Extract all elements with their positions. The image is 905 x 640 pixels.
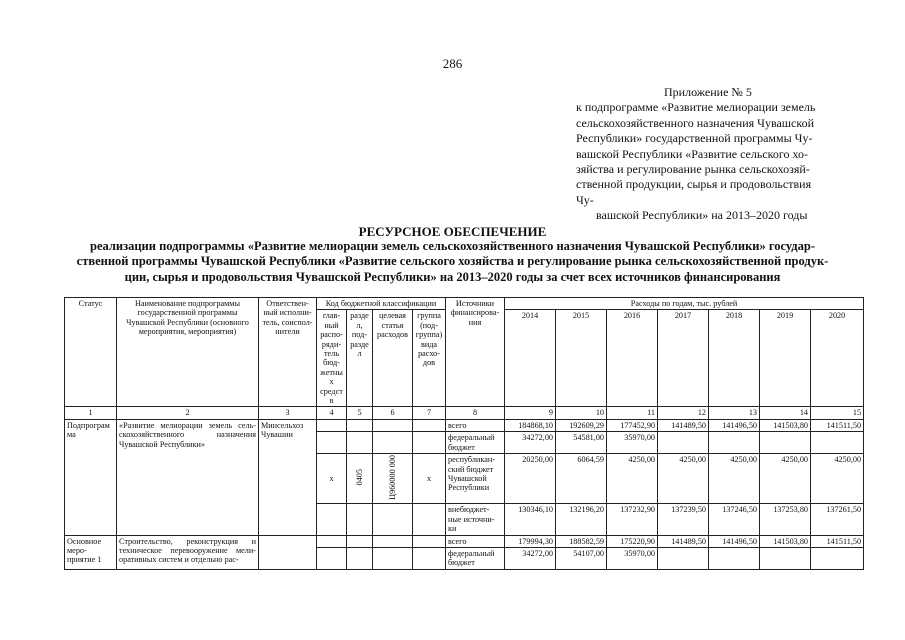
code-cell [373,547,413,569]
value-cell: 184868,10 [505,419,556,431]
header-year: 2014 [505,310,556,407]
code-cs-cell [373,454,413,504]
value-cell: 4250,00 [709,454,760,504]
value-cell: 137253,80 [760,504,811,535]
title-line: ции, сырья и продовольствия Чувашской Республики» на 2013–2020 годы за счет всех источников финансирования [124,269,781,284]
column-number: 1 [65,407,117,419]
code-vr-cell: x [413,454,446,504]
appendix-block [576,85,846,224]
code-cell [373,432,413,454]
value-cell [760,432,811,454]
appendix-line: сельскохозяйственного назначения Чувашской [576,115,815,130]
header-budget-code: Код бюджетной классификации [317,298,446,310]
value-cell: 35970,00 [607,432,658,454]
value-cell: 137261,50 [811,504,864,535]
header-name: Наименование подпрограммы государственной программы Чувашской Республики (основного мероприятия, мероприятия) [117,298,259,407]
column-number: 7 [413,407,446,419]
column-number: 9 [505,407,556,419]
column-number: 4 [317,407,347,419]
column-number: 12 [658,407,709,419]
code-cs-text: Ц960000 000 [387,455,397,500]
value-cell: 141503,80 [760,419,811,431]
value-cell: 4250,00 [658,454,709,504]
header-year: 2016 [607,310,658,407]
value-cell: 137239,50 [658,504,709,535]
column-number: 14 [760,407,811,419]
value-cell: 188582,59 [556,535,607,547]
value-cell: 141511,50 [811,419,864,431]
name-cell: Строительство, реконструкция и техническое перевооружение мели-оративных систем и отдельно рас- [117,535,259,569]
source-cell: всего [446,535,505,547]
header-sources: Источники финансирова-ния [446,298,505,407]
value-cell: 141489,50 [658,535,709,547]
value-cell: 137232,90 [607,504,658,535]
code-cell [347,432,373,454]
appendix-body [576,100,846,208]
code-rz-cell [347,454,373,504]
header-year: 2017 [658,310,709,407]
value-cell: 132196,20 [556,504,607,535]
code-cell [413,419,446,431]
value-cell [709,432,760,454]
column-number: 15 [811,407,864,419]
code-cell [373,419,413,431]
value-cell: 137246,50 [709,504,760,535]
value-cell [658,547,709,569]
value-cell: 6064,59 [556,454,607,504]
header-code-gr: глав-ный распо-ряди-тель бюд-жетных средств [317,310,347,407]
header-code-cs: целевая статья расходов [373,310,413,407]
document-title [60,224,845,285]
responsible-cell [259,535,317,569]
code-cell [317,504,347,535]
value-cell: 54107,00 [556,547,607,569]
value-cell: 4250,00 [760,454,811,504]
resource-table [64,297,864,570]
value-cell: 141511,50 [811,535,864,547]
title-heading: РЕСУРСНОЕ ОБЕСПЕЧЕНИЕ [358,224,547,239]
header-responsible: Ответствен-ный исполни-тель, соиспол-нители [259,298,317,407]
header-code-rz: раздел, под-раздел [347,310,373,407]
value-cell: 141489,50 [658,419,709,431]
code-cell [373,504,413,535]
code-cell [373,535,413,547]
value-cell: 4250,00 [811,454,864,504]
column-number: 2 [117,407,259,419]
value-cell: 54581,00 [556,432,607,454]
name-cell: «Развитие мелиорации земель сель-скохозяйственного назначения Чувашской Республики» [117,419,259,535]
column-number: 6 [373,407,413,419]
column-number: 8 [446,407,505,419]
appendix-line: Республики» государственной программы Чу- [576,131,813,146]
value-cell: 141496,50 [709,419,760,431]
value-cell: 34272,00 [505,547,556,569]
value-cell: 141496,50 [709,535,760,547]
status-cell: Подпрограмма [65,419,117,535]
column-number: 11 [607,407,658,419]
code-gr-cell: x [317,454,347,504]
code-cell [413,535,446,547]
table-row [65,419,864,431]
appendix-line: вашской Республики «Развитие сельского хо- [576,146,809,161]
value-cell: 130346,10 [505,504,556,535]
code-cell [347,504,373,535]
source-cell: внебюджет-ные источни-ки [446,504,505,535]
source-cell: федеральный бюджет [446,432,505,454]
value-cell [658,432,709,454]
responsible-cell: Минсельхоз Чувашии [259,419,317,535]
code-cell [347,419,373,431]
value-cell: 175220,90 [607,535,658,547]
value-cell: 179994,30 [505,535,556,547]
appendix-last-line: вашской Республики» на 2013–2020 годы [596,208,808,223]
code-cell [317,547,347,569]
code-cell [413,504,446,535]
value-cell: 20250,00 [505,454,556,504]
value-cell: 4250,00 [607,454,658,504]
code-cell [317,432,347,454]
header-row [65,298,864,310]
source-cell: республикан-ский бюджет Чувашской Республики [446,454,505,504]
page-number: 286 [442,56,463,71]
header-year: 2020 [811,310,864,407]
table-row [65,535,864,547]
appendix-line: Чу- [576,192,594,207]
appendix-line: зяйства и регулирование рынка сельскохозяй- [576,162,810,177]
header-year: 2018 [709,310,760,407]
value-cell: 177452,90 [607,419,658,431]
status-cell: Основное меро-приятие 1 [65,535,117,569]
code-cell [317,419,347,431]
column-number: 5 [347,407,373,419]
column-number-row [65,407,864,419]
header-code-vr: группа (под-группа) вида расхо-дов [413,310,446,407]
value-cell [811,432,864,454]
value-cell [811,547,864,569]
title-line: ственной программы Чувашской Республики «Развитие сельского хозяйства и регулирование рынка сельскохозяйственной продук- [76,254,829,269]
appendix-title: Приложение № 5 [664,85,752,99]
code-cell [317,535,347,547]
source-cell: федеральный бюджет [446,547,505,569]
value-cell [760,547,811,569]
column-number: 3 [259,407,317,419]
value-cell: 192609,29 [556,419,607,431]
column-number: 10 [556,407,607,419]
header-year: 2019 [760,310,811,407]
column-number: 13 [709,407,760,419]
value-cell: 34272,00 [505,432,556,454]
value-cell: 35970,00 [607,547,658,569]
code-cell [347,535,373,547]
source-cell: всего [446,419,505,431]
header-expenses: Расходы по годам, тыс. рублей [505,298,864,310]
header-status: Статус [65,298,117,407]
code-cell [347,547,373,569]
appendix-line: ственной продукции, сырья и продовольствия [576,177,812,192]
value-cell: 141503,80 [760,535,811,547]
code-rz-text: 0405 [354,469,364,486]
header-year: 2015 [556,310,607,407]
code-cell [413,547,446,569]
title-line: реализации подпрограммы «Развитие мелиорации земель сельскохозяйственного назначения Чувашской Республики» государ- [90,239,815,254]
code-cell [413,432,446,454]
value-cell [709,547,760,569]
appendix-line: к подпрограмме «Развитие мелиорации земель [576,100,816,115]
